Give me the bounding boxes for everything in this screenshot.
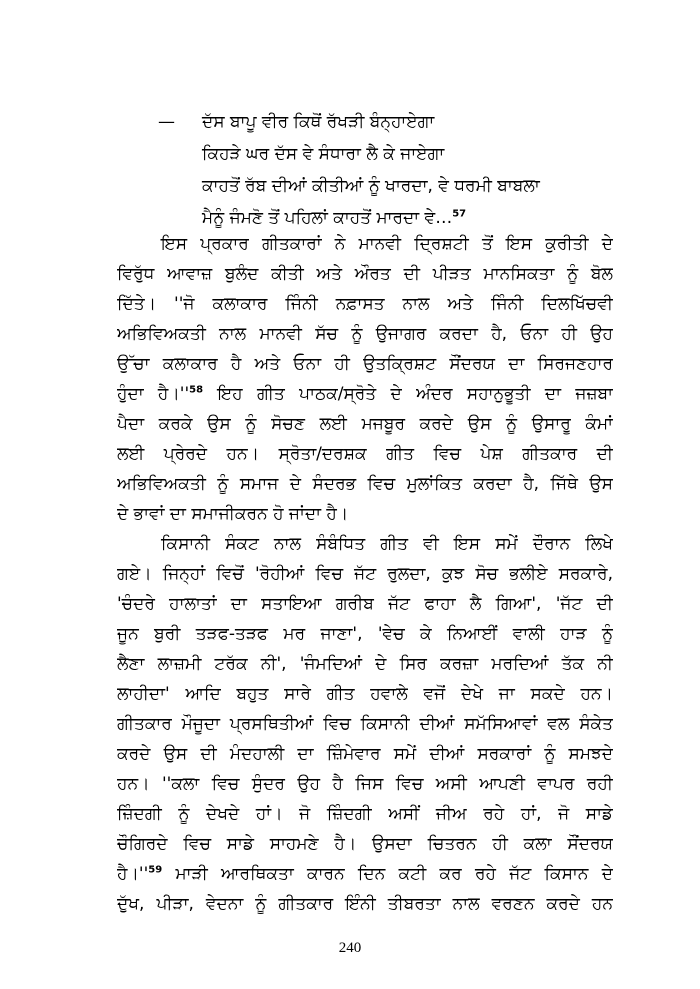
text-segment: ਇਹ ਗੀਤ ਪਾਠਕ/ਸ੍ਰੋਤੇ ਦੇ ਅੰਦਰ ਸਹਾਨੁਭੂਤੀ ਦਾ ਜਜ਼ਬਾ: [203, 384, 613, 404]
text-line: ਵਿਰੁੱਧ ਆਵਾਜ਼ ਬੁਲੰਦ ਕੀਤੀ ਅਤੇ ਔਰਤ ਦੀ ਪੀੜਤ ਮਾਨਸਿਕਤਾ ਨੂੰ ਬੋਲ: [117, 264, 613, 284]
text-line: ਉੱਚਾ ਕਲਾਕਾਰ ਹੈ ਅਤੇ ਓਨਾ ਹੀ ਉਤਕ੍ਰਿਸ਼ਟ ਸੌਂਦਰਯ ਦਾ ਸਿਰਜਣਹਾਰ: [117, 354, 613, 374]
text-segment: ਮਾੜੀ ਆਰਥਿਕਤਾ ਕਾਰਨ ਦਿਨ ਕਟੀ ਕਰ ਰਹੇ ਜੱਟ ਕਿਸਾਨ ਦੇ: [162, 864, 613, 884]
verse-text: ਕਾਹਤੋਂ ਰੱਬ ਦੀਆਂ ਕੀਤੀਆਂ ਨੂੰ ਖਾਰਦਾ, ਵੇ ਧਰਮੀ ਬਾਬਲਾ: [202, 176, 540, 196]
text-line: ਗੀਤਕਾਰ ਮੌਜੂਦਾ ਪ੍ਰਸਥਿਤੀਆਂ ਵਿਚ ਕਿਸਾਨੀ ਦੀਆਂ ਸਮੱਸਿਆਵਾਂ ਵਲ ਸੰਕੇਤ: [117, 714, 613, 734]
text-segment: ਹੈ।'': [117, 864, 149, 884]
text-line: ਲੈਣਾ ਲਾਜ਼ਮੀ ਟਰੱਕ ਨੀ', 'ਜੰਮਦਿਆਂ ਦੇ ਸਿਰ ਕਰਜ਼ਾ ਮਰਦਿਆਂ ਤੱਕ ਨੀ: [117, 654, 613, 674]
text-line: ਲਾਹੀਦਾ' ਆਦਿ ਬਹੁਤ ਸਾਰੇ ਗੀਤ ਹਵਾਲੇ ਵਜੋਂ ਦੇਖੇ ਜਾ ਸਕਦੇ ਹਨ।: [117, 684, 613, 704]
text-line: ਗਏ। ਜਿਨ੍ਹਾਂ ਵਿਚੋਂ 'ਰੋਹੀਆਂ ਵਿਚ ਜੱਟ ਰੁਲਦਾ, ਕੁਝ ਸੋਚ ਭਲੀਏ ਸਰਕਾਰੇ,: [117, 564, 613, 584]
footnote-ref: 59: [148, 864, 163, 876]
verse-text: ਦੱਸ ਬਾਪੂ ਵੀਰ ਕਿਥੋਂ ਰੱਖੜੀ ਬੰਨ੍ਹਾਏਗਾ: [202, 112, 435, 132]
text-line: ਦੁੱਖ, ਪੀੜਾ, ਵੇਦਨਾ ਨੂੰ ਗੀਤਕਾਰ ਇੰਨੀ ਤੀਬਰਤਾ ਨਾਲ ਵਰਣਨ ਕਰਦੇ ਹਨ: [117, 894, 613, 914]
text-line: ਅਭਿਵਿਅਕਤੀ ਨੂੰ ਸਮਾਜ ਦੇ ਸੰਦਰਭ ਵਿਚ ਮੁਲਾਂਕਿਤ ਕਰਦਾ ਹੈ, ਜਿੱਥੇ ਉਸ: [117, 474, 613, 494]
body-text: [117, 229, 613, 919]
text-line: ਲਈ ਪ੍ਰੇਰਦੇ ਹਨ। ਸ੍ਰੋਤਾ/ਦਰਸ਼ਕ ਗੀਤ ਵਿਚ ਪੇਸ਼ ਗੀਤਕਾਰ ਦੀ: [117, 444, 613, 464]
text-line: [117, 379, 613, 409]
page-number: 240: [338, 940, 362, 956]
text-line: [117, 859, 613, 889]
footnote-ref: 57: [452, 208, 467, 220]
text-line: ਚੌਗਿਰਦੇ ਵਿਚ ਸਾਡੇ ਸਾਹਮਣੇ ਹੈ। ਉਸਦਾ ਚਿਤਰਨ ਹੀ ਕਲਾ ਸੌਂਦਰਯ: [117, 834, 613, 854]
text-line: ਦਿੱਤੇ। ''ਜੋ ਕਲਾਕਾਰ ਜਿੰਨੀ ਨਫ਼ਾਸਤ ਨਾਲ ਅਤੇ ਜਿੰਨੀ ਦਿਲਖਿੱਚਵੀ: [117, 294, 613, 314]
verse-text: ਕਿਹੜੇ ਘਰ ਦੱਸ ਵੇ ਸੰਧਾਰਾ ਲੈ ਕੇ ਜਾਏਗਾ: [202, 144, 445, 164]
verse-line: [158, 106, 618, 138]
text-line: ਕਿਸਾਨੀ ਸੰਕਟ ਨਾਲ ਸੰਬੰਧਿਤ ਗੀਤ ਵੀ ਇਸ ਸਮੇਂ ਦੌਰਾਨ ਲਿਖੇ: [161, 534, 613, 554]
verse-line: [158, 170, 618, 202]
text-line: ਪੈਦਾ ਕਰਕੇ ਉਸ ਨੂੰ ਸੋਚਣ ਲਈ ਮਜਬੂਰ ਕਰਦੇ ਉਸ ਨੂੰ ਉਸਾਰੂ ਕੰਮਾਂ: [117, 414, 613, 434]
text-line: ਹਨ। ''ਕਲਾ ਵਿਚ ਸੁੰਦਰ ਉਹ ਹੈ ਜਿਸ ਵਿਚ ਅਸੀ ਆਪਣੀ ਵਾਪਰ ਰਹੀ: [117, 774, 613, 794]
paragraph-1: [117, 229, 613, 529]
text-line: ਅਭਿਵਿਅਕਤੀ ਨਾਲ ਮਾਨਵੀ ਸੱਚ ਨੂੰ ਉਜਾਗਰ ਕਰਦਾ ਹੈ, ਓਨਾ ਹੀ ਉਹ: [117, 324, 613, 344]
verse-line: [158, 138, 618, 170]
text-line: ਕਰਦੇ ਉਸ ਦੀ ਮੰਦਹਾਲੀ ਦਾ ਜ਼ਿੰਮੇਵਾਰ ਸਮੇਂ ਦੀਆਂ ਸਰਕਾਰਾਂ ਨੂੰ ਸਮਝਦੇ: [117, 744, 613, 764]
text-line: ਜ਼ਿੰਦਗੀ ਨੂੰ ਦੇਖਦੇ ਹਾਂ। ਜੋ ਜ਼ਿੰਦਗੀ ਅਸੀਂ ਜੀਅ ਰਹੇ ਹਾਂ, ਜੋ ਸਾਡੇ: [117, 804, 613, 824]
verse-dash: —: [158, 112, 175, 132]
text-line: ਦੇ ਭਾਵਾਂ ਦਾ ਸਮਾਜੀਕਰਨ ਹੋ ਜਾਂਦਾ ਹੈ।: [117, 504, 349, 524]
paragraph-2: [117, 529, 613, 919]
song-verse: [158, 106, 618, 234]
text-line: ਇਸ ਪ੍ਰਕਾਰ ਗੀਤਕਾਰਾਂ ਨੇ ਮਾਨਵੀ ਦ੍ਰਿਸ਼ਟੀ ਤੋਂ ਇਸ ਕੁਰੀਤੀ ਦੇ: [161, 234, 613, 254]
footnote-ref: 58: [189, 384, 204, 396]
text-line: 'ਚੰਦਰੇ ਹਾਲਾਤਾਂ ਦਾ ਸਤਾਇਆ ਗਰੀਬ ਜੱਟ ਫਾਹਾ ਲੈ ਗਿਆ', 'ਜੱਟ ਦੀ: [117, 594, 613, 614]
text-segment: ਹੁੰਦਾ ਹੈ।'': [117, 384, 190, 404]
verse-text: ਮੈਨੂੰ ਜੰਮਣੋ ਤੋਂ ਪਹਿਲਾਂ ਕਾਹਤੋਂ ਮਾਰਦਾ ਵੇ…: [202, 208, 453, 228]
text-line: ਜੂਨ ਬੁਰੀ ਤੜਫ-ਤੜਫ ਮਰ ਜਾਣਾ', 'ਵੇਚ ਕੇ ਨਿਆਈਂ ਵਾਲੀ ਹਾੜ ਨੂੰ: [117, 624, 613, 644]
